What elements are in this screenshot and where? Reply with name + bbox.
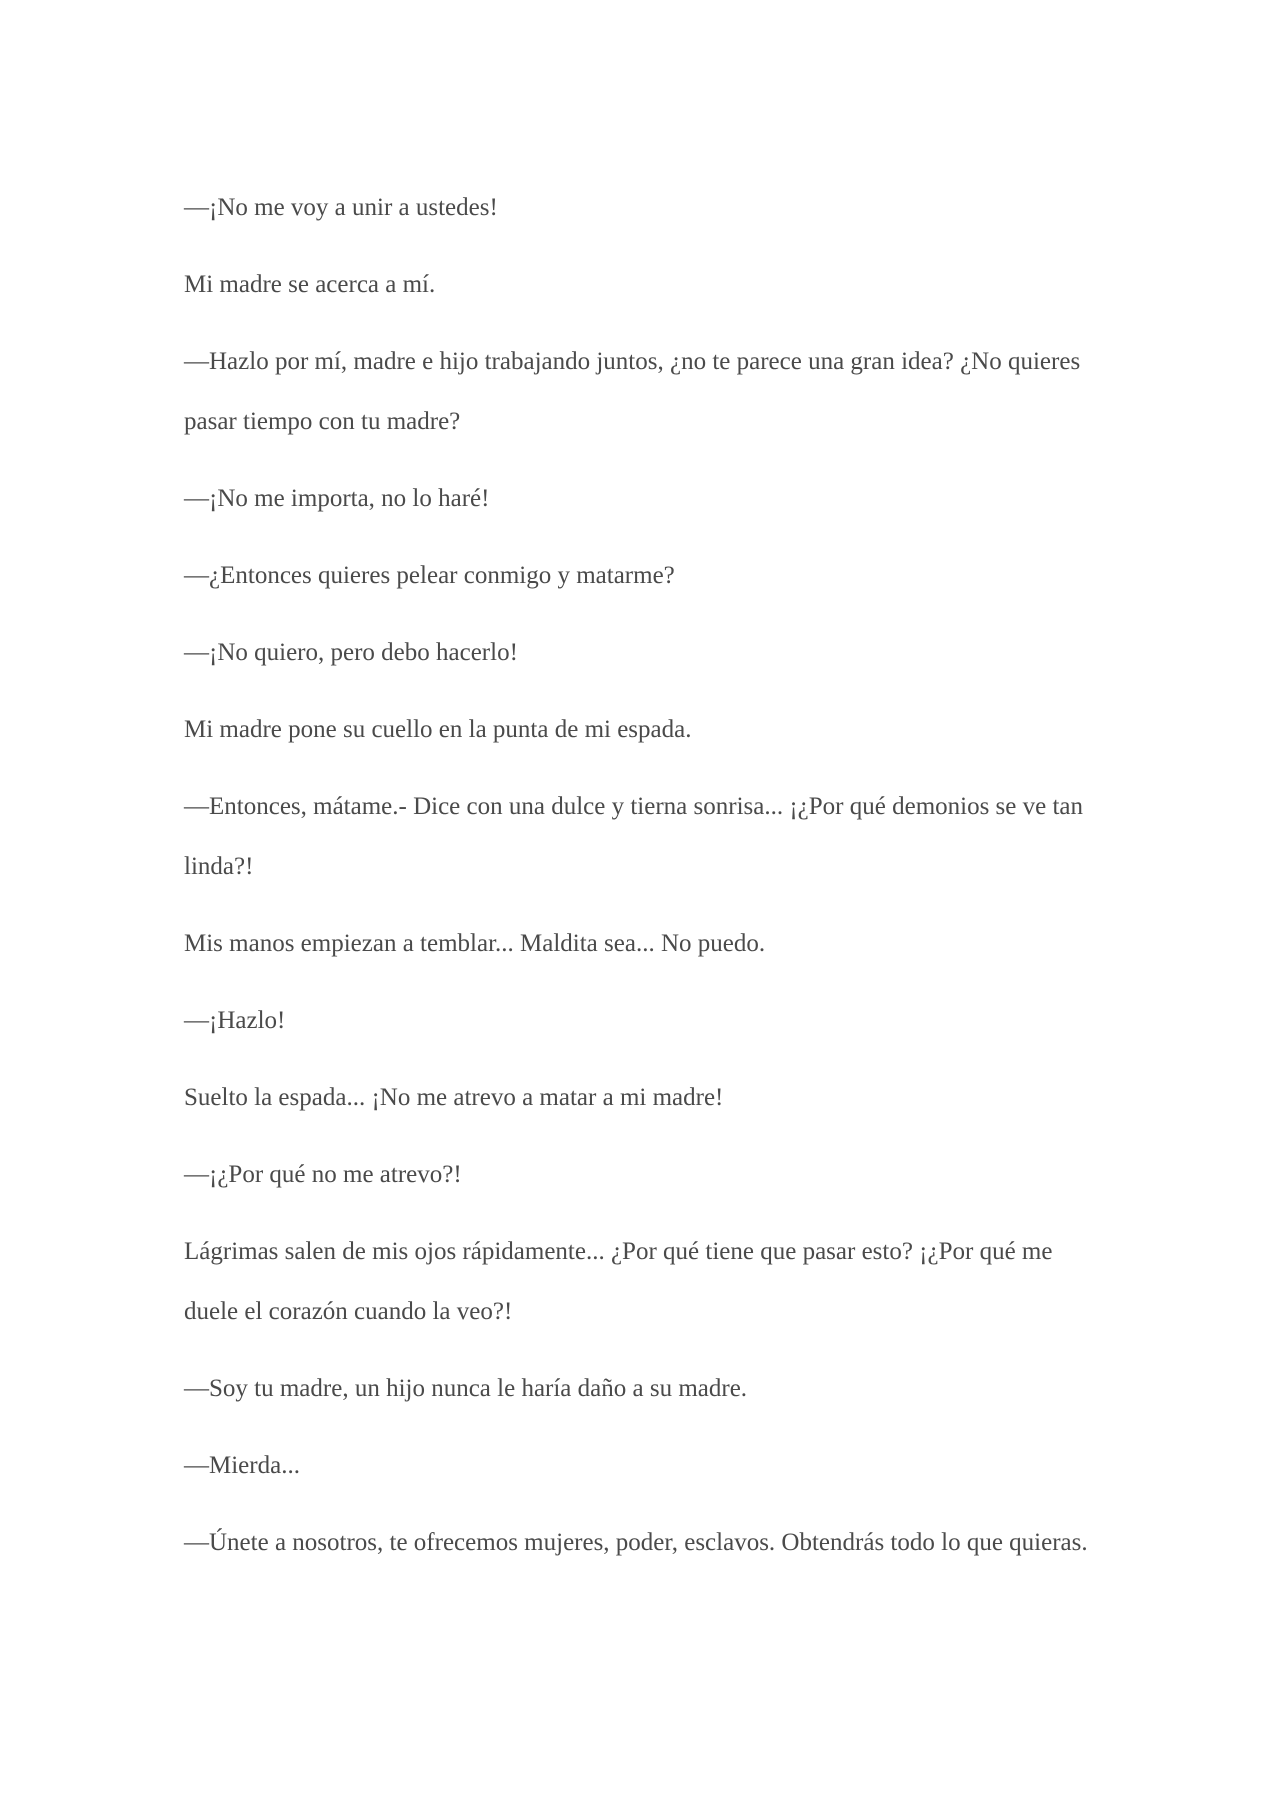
paragraph: —¡Hazlo! — [184, 1007, 286, 1034]
paragraph: Mis manos empiezan a temblar... Maldita sea... No puedo. — [184, 930, 766, 957]
paragraph: Mi madre pone su cuello en la punta de mi espada. — [184, 716, 692, 743]
paragraph: Mi madre se acerca a mí. — [184, 271, 436, 298]
paragraph: Suelto la espada... ¡No me atrevo a matar a mi madre! — [184, 1084, 724, 1111]
paragraph: Lágrimas salen de mis ojos rápidamente... ¿Por qué tiene que pasar esto? ¡¿Por qué me duele el corazón cuando la veo?! — [184, 1238, 1053, 1325]
paragraph: —¡No me voy a unir a ustedes! — [184, 194, 498, 221]
paragraph: —Únete a nosotros, te ofrecemos mujeres, poder, esclavos. Obtendrás todo lo que quieras. — [184, 1529, 1088, 1556]
paragraph: —Entonces, mátame.- Dice con una dulce y tierna sonrisa... ¡¿Por qué demonios se ve tan linda?! — [184, 793, 1084, 880]
paragraph: —Mierda... — [184, 1452, 300, 1479]
paragraph: —Soy tu madre, un hijo nunca le haría daño a su madre. — [184, 1375, 748, 1402]
paragraph: —¡No quiero, pero debo hacerlo! — [184, 639, 518, 666]
document-body — [184, 178, 1104, 1590]
paragraph: —¿Entonces quieres pelear conmigo y matarme? — [184, 562, 675, 589]
paragraph: —¡¿Por qué no me atrevo?! — [184, 1161, 462, 1188]
paragraph: —¡No me importa, no lo haré! — [184, 485, 490, 512]
paragraph: —Hazlo por mí, madre e hijo trabajando juntos, ¿no te parece una gran idea? ¿No quieres pasar tiempo con tu madre? — [184, 348, 1081, 435]
